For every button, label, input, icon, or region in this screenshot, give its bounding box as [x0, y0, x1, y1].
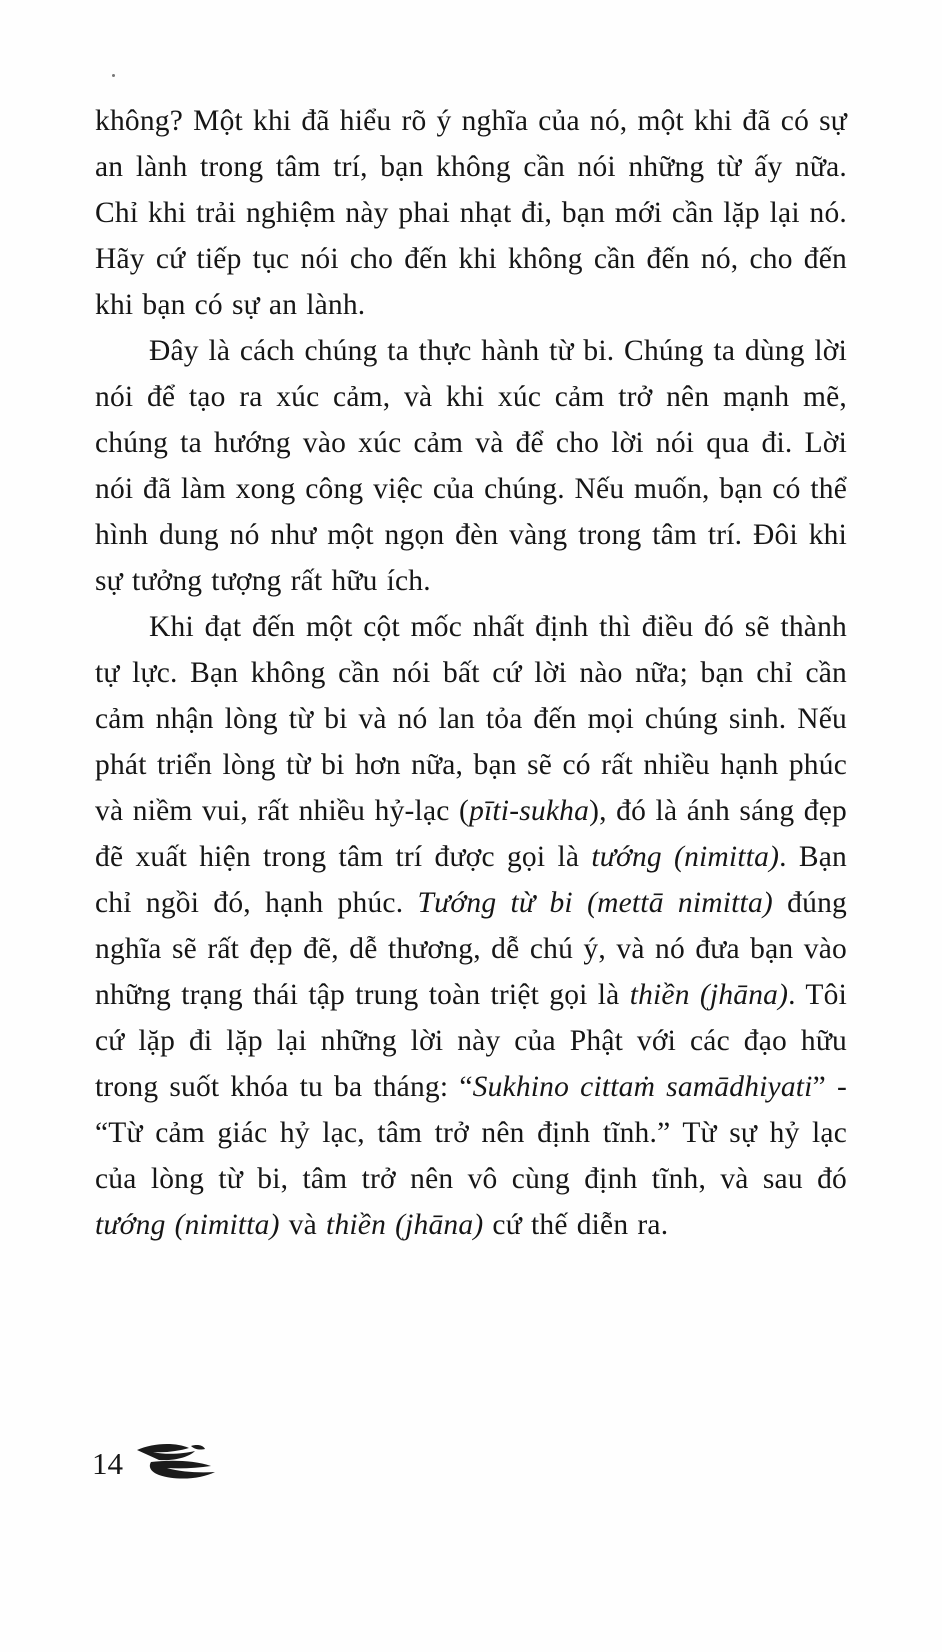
- italic-text-run: tướng (nimitta): [95, 1209, 280, 1241]
- text-run: và: [279, 1209, 327, 1241]
- text-run: cứ thế diễn ra.: [483, 1209, 669, 1241]
- page-footer: [92, 1438, 223, 1489]
- text-run: ), đó là ánh sáng đẹp đẽ xuất hiện trong tâm trí được gọi là: [95, 795, 847, 873]
- italic-text-run: Sukhino cittaṁ samādhiyati: [472, 1071, 813, 1103]
- italic-text-run: thiền (jhāna): [326, 1209, 484, 1241]
- paragraph: [95, 604, 847, 1248]
- bird-flourish-icon: [131, 1442, 223, 1489]
- text-run: đúng nghĩa sẽ rất đẹp đẽ, dễ thương, dễ chú ý, và nó đưa bạn vào những trạng thái tập trung toàn triệt gọi là: [95, 887, 847, 1011]
- italic-text-run: Tướng từ bi (mettā nimitta): [417, 887, 773, 919]
- scan-speck: [112, 74, 115, 77]
- text-run: . Bạn chỉ ngồi đó, hạnh phúc.: [95, 841, 847, 919]
- italic-text-run: thiền (jhāna): [629, 979, 789, 1011]
- page-number: 14: [92, 1445, 123, 1481]
- paragraph: [95, 328, 847, 604]
- paragraph: [95, 98, 847, 328]
- italic-text-run: pīti-sukha: [469, 795, 590, 827]
- text-run: ” - “Từ cảm giác hỷ lạc, tâm trở nên định tĩnh.” Từ sự hỷ lạc của lòng từ bi, tâm trở nên vô cùng định tĩnh, và sau đó: [95, 1071, 847, 1195]
- text-run: Khi đạt đến một cột mốc nhất định thì điều đó sẽ thành tự lực. Bạn không cần nói bất cứ lời nào nữa; bạn chỉ cần cảm nhận lòng từ bi và nó lan tỏa đến mọi chúng sinh. Nếu phát triển lòng từ bi hơn nữa, bạn sẽ có rất nhiều hạnh phúc và niềm vui, rất nhiều hỷ-lạc (: [95, 611, 847, 827]
- text-run: . Tôi cứ lặp đi lặp lại những lời này của Phật với các đạo hữu trong suốt khóa tu ba tháng: “: [95, 979, 847, 1103]
- text-run: không? Một khi đã hiểu rõ ý nghĩa của nó, một khi đã có sự an lành trong tâm trí, bạn không cần nói những từ ấy nữa. Chỉ khi trải nghiệm này phai nhạt đi, bạn mới cần lặp lại nó. Hãy cứ tiếp tục nói cho đến khi không cần đến nó, cho đến khi bạn có sự an lành.: [95, 105, 847, 321]
- body-text: [95, 98, 847, 1248]
- text-run: Đây là cách chúng ta thực hành từ bi. Chúng ta dùng lời nói để tạo ra xúc cảm, và khi xúc cảm trở nên mạnh mẽ, chúng ta hướng vào xúc cảm và để cho lời nói qua đi. Lời nói đã làm xong công việc của chúng. Nếu muốn, bạn có thể hình dung nó như một ngọn đèn vàng trong tâm trí. Đôi khi sự tưởng tượng rất hữu ích.: [95, 335, 847, 597]
- italic-text-run: tướng (nimitta): [591, 841, 780, 873]
